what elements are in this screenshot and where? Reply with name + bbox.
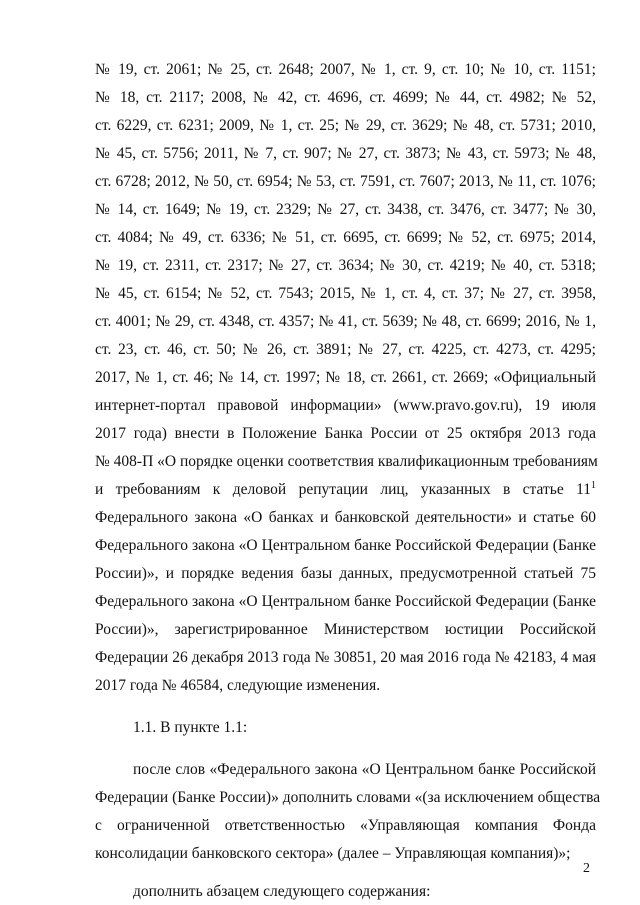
text-line: России)», и порядке ведения базы данных, предусмотренной статьей 75 xyxy=(95,565,596,582)
text-line: № 408-П «О порядке оценки соответствия квалификационным требованиям xyxy=(95,453,598,470)
text-line: № 45, ст. 6154; № 52, ст. 7543; 2015, № 1, ст. 4, ст. 37; № 27, ст. 3958, xyxy=(95,285,596,302)
text-line: Федерального закона «О Центральном банке Российской Федерации (Банке xyxy=(95,537,596,554)
text-line: ст. 23, ст. 46, ст. 50; № 26, ст. 3891; № 27, ст. 4225, ст. 4273, ст. 4295; xyxy=(95,341,596,358)
text-line: после слов «Федерального закона «О Центральном банке Российской xyxy=(133,761,596,778)
text-line: консолидации банковского сектора» (далее – Управляющая компания)»; xyxy=(95,845,571,862)
text-line: Федерации (Банке России)» дополнить словами «(за исключением общества xyxy=(95,789,601,806)
text-line: ст. 6229, ст. 6231; 2009, № 1, ст. 25; № 29, ст. 3629; № 48, ст. 5731; 2010, xyxy=(95,117,596,134)
text-line: № 19, ст. 2311, ст. 2317; № 27, ст. 3634; № 30, ст. 4219; № 40, ст. 5318; xyxy=(95,257,596,274)
superscript: 1 xyxy=(591,480,596,491)
text-line: дополнить абзацем следующего содержания: xyxy=(133,883,431,900)
text-line: Федерального закона «О Центральном банке Российской Федерации (Банке xyxy=(95,593,596,610)
text-line: ст. 4084; № 49, ст. 6336; № 51, ст. 6695, ст. 6699; № 52, ст. 6975; 2014, xyxy=(95,229,596,246)
text-line: ст. 4001; № 29, ст. 4348, ст. 4357; № 41, ст. 5639; № 48, ст. 6699; 2016, № 1, xyxy=(95,313,596,330)
text-line: Федерации 26 декабря 2013 года № 30851, 20 мая 2016 года № 42183, 4 мая xyxy=(95,649,596,666)
text-line: интернет-портал правовой информации» (www.pravo.gov.ru), 19 июля xyxy=(95,397,596,414)
text-line: 2017 года) внести в Положение Банка России от 25 октября 2013 года xyxy=(95,425,596,442)
text-line-with-superscript xyxy=(95,480,596,500)
text-line: № 19, ст. 2061; № 25, ст. 2648; 2007, № 1, ст. 9, ст. 10; № 10, ст. 1151; xyxy=(95,61,596,78)
text-line: Федерального закона «О банках и банковской деятельности» и статье 60 xyxy=(95,509,596,526)
text-line: 2017 года № 46584, следующие изменения. xyxy=(95,677,381,694)
text-line: № 45, ст. 5756; 2011, № 7, ст. 907; № 27, ст. 3873; № 43, ст. 5973; № 48, xyxy=(95,145,596,162)
page-number: 2 xyxy=(583,861,590,876)
text-line: № 18, ст. 2117; 2008, № 42, ст. 4696, ст. 4699; № 44, ст. 4982; № 52, xyxy=(95,89,596,106)
clause-heading: 1.1. В пункте 1.1: xyxy=(133,719,248,736)
text-line-content: и требованиям к деловой репутации лиц, указанных в статье 11 xyxy=(95,481,591,498)
text-line: 2017, № 1, ст. 46; № 14, ст. 1997; № 18, ст. 2661, ст. 2669; «Официальный xyxy=(95,369,596,386)
text-line: России)», зарегистрированное Министерством юстиции Российской xyxy=(95,621,596,638)
text-line: с ограниченной ответственностью «Управляющая компания Фонда xyxy=(95,817,596,834)
text-line: № 14, ст. 1649; № 19, ст. 2329; № 27, ст. 3438, ст. 3476, ст. 3477; № 30, xyxy=(95,201,596,218)
text-line: ст. 6728; 2012, № 50, ст. 6954; № 53, ст. 7591, ст. 7607; 2013, № 11, ст. 1076; xyxy=(95,173,596,190)
